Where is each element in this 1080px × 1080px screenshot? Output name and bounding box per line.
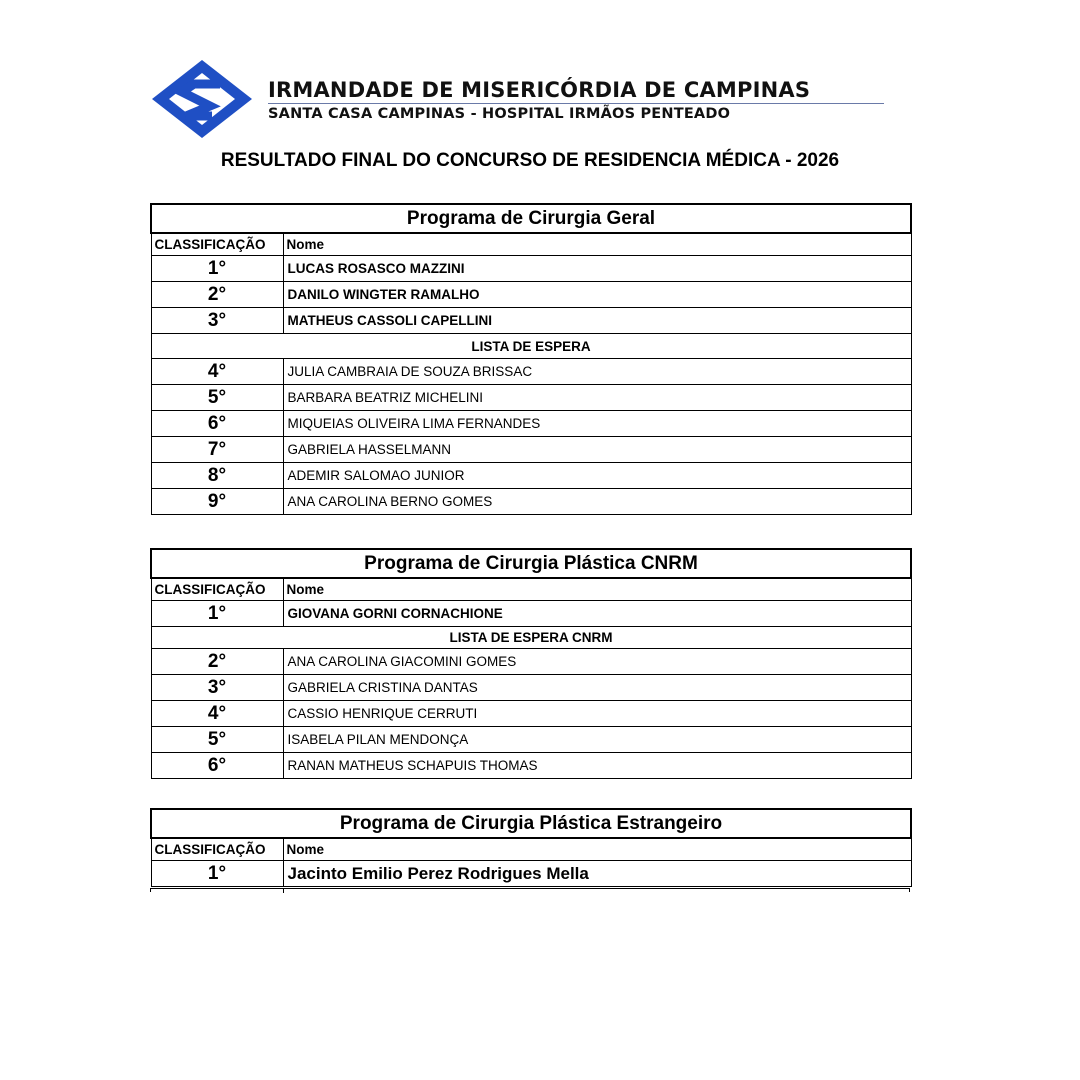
table-row bbox=[151, 753, 911, 779]
column-header-rank: CLASSIFICAÇÃO bbox=[151, 578, 283, 601]
name-cell: BARBARA BEATRIZ MICHELINI bbox=[283, 385, 911, 411]
table-row bbox=[151, 701, 911, 727]
name-cell: Jacinto Emilio Perez Rodrigues Mella bbox=[283, 861, 911, 887]
table-row bbox=[151, 463, 911, 489]
name-cell: GABRIELA CRISTINA DANTAS bbox=[283, 675, 911, 701]
rank-cell: 3° bbox=[151, 675, 283, 701]
program-table-cirurgia-plastica-cnrm bbox=[150, 548, 912, 779]
waitlist-label: LISTA DE ESPERA bbox=[151, 334, 911, 359]
column-header-rank: CLASSIFICAÇÃO bbox=[151, 233, 283, 256]
column-header-name: Nome bbox=[283, 838, 911, 861]
rank-cell: 5° bbox=[151, 727, 283, 753]
name-cell: MIQUEIAS OLIVEIRA LIMA FERNANDES bbox=[283, 411, 911, 437]
name-cell: GABRIELA HASSELMANN bbox=[283, 437, 911, 463]
table-row bbox=[151, 601, 911, 627]
rank-cell: 1° bbox=[151, 256, 283, 282]
name-cell: ADEMIR SALOMAO JUNIOR bbox=[283, 463, 911, 489]
column-header-rank: CLASSIFICAÇÃO bbox=[151, 838, 283, 861]
table-row bbox=[151, 359, 911, 385]
organization-name: IRMANDADE DE MISERICÓRDIA DE CAMPINAS bbox=[268, 78, 811, 102]
name-cell: ISABELA PILAN MENDONÇA bbox=[283, 727, 911, 753]
table-row bbox=[151, 282, 911, 308]
column-header-name: Nome bbox=[283, 233, 911, 256]
rank-cell: 4° bbox=[151, 701, 283, 727]
rank-cell: 9° bbox=[151, 489, 283, 515]
name-cell: MATHEUS CASSOLI CAPELLINI bbox=[283, 308, 911, 334]
rank-cell: 2° bbox=[151, 282, 283, 308]
table-row bbox=[151, 437, 911, 463]
name-cell: LUCAS ROSASCO MAZZINI bbox=[283, 256, 911, 282]
name-cell: CASSIO HENRIQUE CERRUTI bbox=[283, 701, 911, 727]
name-cell: JULIA CAMBRAIA DE SOUZA BRISSAC bbox=[283, 359, 911, 385]
program-table-cirurgia-geral bbox=[150, 203, 912, 515]
program-title: Programa de Cirurgia Plástica Estrangeiro bbox=[151, 809, 911, 838]
name-cell: RANAN MATHEUS SCHAPUIS THOMAS bbox=[283, 753, 911, 779]
rank-cell: 8° bbox=[151, 463, 283, 489]
rank-cell: 6° bbox=[151, 411, 283, 437]
program-table-cirurgia-plastica-estrangeiro bbox=[150, 808, 912, 887]
rank-cell: 5° bbox=[151, 385, 283, 411]
name-cell: DANILO WINGTER RAMALHO bbox=[283, 282, 911, 308]
table-row bbox=[151, 727, 911, 753]
santa-casa-logo bbox=[150, 58, 255, 140]
rank-cell: 4° bbox=[151, 359, 283, 385]
name-cell: ANA CAROLINA BERNO GOMES bbox=[283, 489, 911, 515]
table-row bbox=[151, 489, 911, 515]
document-header bbox=[150, 58, 890, 143]
table-row bbox=[151, 256, 911, 282]
table-row bbox=[151, 385, 911, 411]
table-cutoff-edge bbox=[150, 888, 910, 892]
table-row bbox=[151, 675, 911, 701]
rank-cell: 1° bbox=[151, 861, 283, 887]
rank-cell: 6° bbox=[151, 753, 283, 779]
table-row bbox=[151, 649, 911, 675]
program-title: Programa de Cirurgia Plástica CNRM bbox=[151, 549, 911, 578]
table-row bbox=[151, 308, 911, 334]
rank-cell: 1° bbox=[151, 601, 283, 627]
rank-cell: 3° bbox=[151, 308, 283, 334]
page-title: RESULTADO FINAL DO CONCURSO DE RESIDENCIA MÉDICA - 2026 bbox=[220, 150, 840, 171]
rank-cell: 2° bbox=[151, 649, 283, 675]
name-cell: GIOVANA GORNI CORNACHIONE bbox=[283, 601, 911, 627]
waitlist-label: LISTA DE ESPERA CNRM bbox=[151, 627, 911, 649]
table-row bbox=[151, 411, 911, 437]
table-row bbox=[151, 861, 911, 887]
organization-subtitle: SANTA CASA CAMPINAS - HOSPITAL IRMÃOS PENTEADO bbox=[268, 106, 731, 122]
header-divider bbox=[268, 103, 884, 104]
rank-cell: 7° bbox=[151, 437, 283, 463]
column-header-name: Nome bbox=[283, 578, 911, 601]
name-cell: ANA CAROLINA GIACOMINI GOMES bbox=[283, 649, 911, 675]
program-title: Programa de Cirurgia Geral bbox=[151, 204, 911, 233]
